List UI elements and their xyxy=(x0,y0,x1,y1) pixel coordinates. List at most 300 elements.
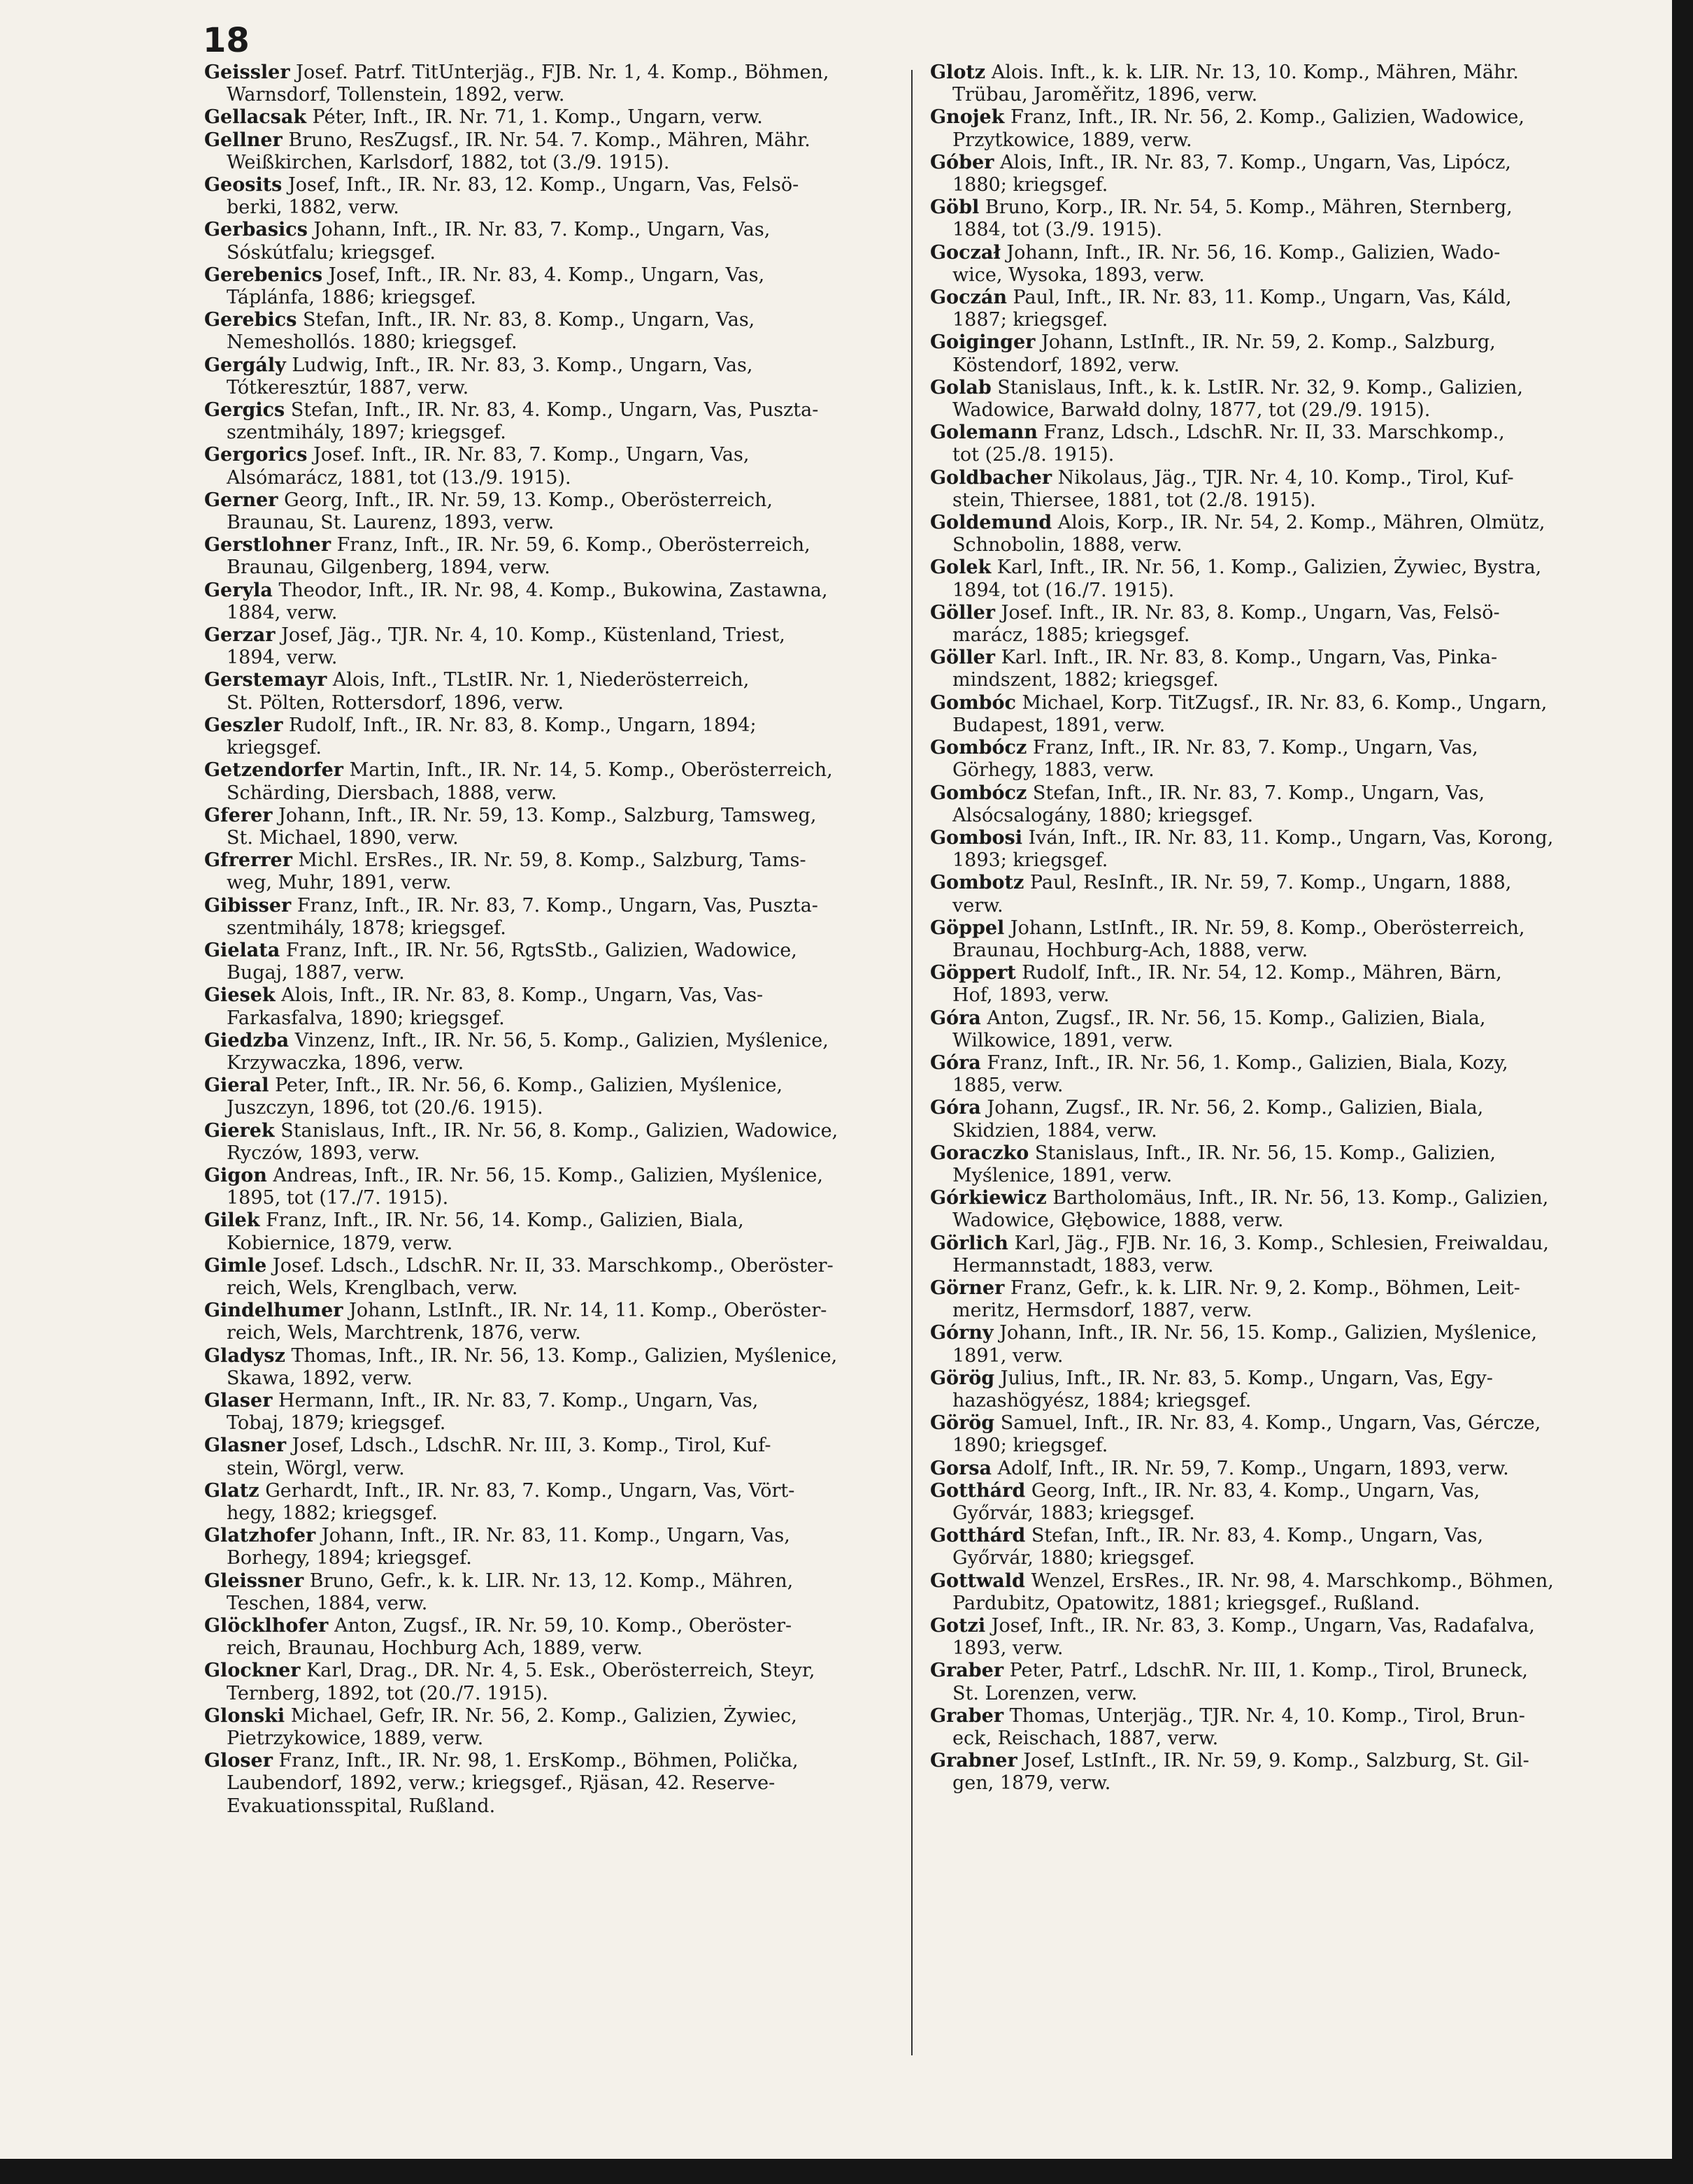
entry-first-line xyxy=(930,1007,1629,1030)
entry-first-line xyxy=(204,759,903,782)
casualty-entry xyxy=(204,264,903,309)
entry-continuation: Ternberg, 1892, tot (20./7. 1915). xyxy=(227,1682,548,1704)
entry-surname: Gerbasics xyxy=(204,219,308,241)
entry-continuation: Wadowice, Głębowice, 1888, verw. xyxy=(952,1209,1284,1232)
entry-surname: Glatzhofer xyxy=(204,1525,316,1547)
entry-first-line xyxy=(204,174,903,196)
entry-first-line xyxy=(204,1165,903,1187)
entry-continuation: marácz, 1885; kriegsgef. xyxy=(952,624,1190,647)
entry-first-line xyxy=(930,1525,1629,1547)
entry-continuation: Wadowice, Barwałd dolny, 1877, tot (29./9. 1915). xyxy=(952,399,1431,422)
entry-continuation: Skawa, 1892, verw. xyxy=(227,1367,413,1389)
casualty-entry xyxy=(930,1412,1629,1457)
entry-continuation: tot (25./8. 1915). xyxy=(952,444,1115,466)
entry-first-line xyxy=(930,1615,1629,1637)
entry-first-line xyxy=(204,399,903,422)
casualty-entry xyxy=(204,1705,903,1750)
entry-surname: Giedzba xyxy=(204,1029,290,1051)
entry-surname: Gibisser xyxy=(204,894,292,917)
casualty-entry xyxy=(930,1615,1629,1660)
entry-details: Thomas, Unterjäg., TJR. Nr. 4, 10. Komp., Tirol, Brun- xyxy=(1003,1704,1525,1727)
entry-continuation: szentmihály, 1897; kriegsgef. xyxy=(227,422,506,444)
entry-first-line xyxy=(930,917,1629,940)
entry-first-line xyxy=(930,647,1629,669)
casualty-entry xyxy=(204,1165,903,1209)
entry-first-line xyxy=(930,1660,1629,1682)
entry-details: Stefan, Inft., IR. Nr. 83, 7. Komp., Ungarn, Vas, xyxy=(1027,782,1485,804)
entry-details: Josef. Inft., IR. Nr. 83, 7. Komp., Ungarn, Vas, xyxy=(307,444,750,466)
casualty-entry xyxy=(930,106,1629,151)
entry-first-line xyxy=(930,1052,1629,1075)
entry-surname: Gigon xyxy=(204,1164,267,1186)
entry-continuation: reich, Wels, Marchtrenk, 1876, verw. xyxy=(227,1322,581,1344)
entry-first-line xyxy=(930,1233,1629,1255)
casualty-entry xyxy=(930,377,1629,422)
casualty-entry xyxy=(204,759,903,804)
casualty-entry xyxy=(930,1052,1629,1097)
entry-continuation: Görhegy, 1883, verw. xyxy=(952,759,1155,782)
entry-continuation: Juszczyn, 1896, tot (20./6. 1915). xyxy=(227,1097,543,1119)
entry-first-line xyxy=(930,512,1629,534)
entry-first-line xyxy=(930,962,1629,984)
column-divider xyxy=(911,70,913,2055)
entry-first-line xyxy=(204,895,903,917)
entry-details: Wenzel, ErsRes., IR. Nr. 98, 4. Marschkomp., Böhmen, xyxy=(1024,1569,1554,1592)
entry-continuation: wice, Wysoka, 1893, verw. xyxy=(952,264,1205,286)
entry-first-line xyxy=(930,827,1629,849)
casualty-entry xyxy=(204,106,903,129)
entry-continuation: Pietrzykowice, 1889, verw. xyxy=(227,1727,484,1750)
casualty-entry xyxy=(204,1300,903,1344)
entry-details: Samuel, Inft., IR. Nr. 83, 4. Komp., Ungarn, Vas, Gércze, xyxy=(994,1412,1541,1435)
casualty-entry xyxy=(930,737,1629,782)
entry-surname: Görög xyxy=(930,1367,995,1389)
entry-first-line xyxy=(930,422,1629,444)
entry-surname: Górny xyxy=(930,1322,994,1344)
entry-continuation: St. Michael, 1890, verw. xyxy=(227,826,459,849)
casualty-entry xyxy=(930,242,1629,287)
entry-surname: Gotthárd xyxy=(930,1525,1026,1547)
entry-continuation: hazashögyész, 1884; kriegsgef. xyxy=(952,1389,1252,1411)
page-number: 18 xyxy=(203,21,250,60)
casualty-entry xyxy=(204,354,903,399)
entry-first-line xyxy=(930,872,1629,894)
entry-continuation: Nemeshollós. 1880; kriegsgef. xyxy=(227,331,517,354)
entry-details: Josef. Inft., IR. Nr. 83, 8. Komp., Ungarn, Vas, Felsö- xyxy=(994,601,1500,624)
entry-surname: Glonski xyxy=(204,1704,285,1727)
entry-continuation: berki, 1882, verw. xyxy=(227,196,399,219)
entry-first-line xyxy=(930,602,1629,624)
entry-details: Rudolf, Inft., IR. Nr. 54, 12. Komp., Mähren, Bärn, xyxy=(1015,962,1502,984)
entry-surname: Gindelhumer xyxy=(204,1300,343,1322)
entry-details: Martin, Inft., IR. Nr. 14, 5. Komp., Oberösterreich, xyxy=(343,759,833,782)
entry-details: Josef, Ldsch., LdschR. Nr. III, 3. Komp., Tirol, Kuf- xyxy=(286,1435,771,1457)
entry-details: Nikolaus, Jäg., TJR. Nr. 4, 10. Komp., Tirol, Kuf- xyxy=(1052,466,1514,489)
casualty-entry xyxy=(930,782,1629,827)
casualty-entry xyxy=(930,1525,1629,1569)
entry-details: Josef, Jäg., TJR. Nr. 4, 10. Komp., Küstenland, Triest, xyxy=(275,624,785,647)
entry-first-line xyxy=(204,1750,903,1772)
entry-continuation: weg, Muhr, 1891, verw. xyxy=(227,872,452,894)
entry-continuation: eck, Reischach, 1887, verw. xyxy=(952,1727,1219,1750)
entry-surname: Góra xyxy=(930,1097,981,1119)
casualty-entry xyxy=(204,1075,903,1119)
entry-first-line xyxy=(930,1570,1629,1593)
entry-continuation: hegy, 1882; kriegsgef. xyxy=(227,1502,438,1524)
entry-details: Alois, Korp., IR. Nr. 54, 2. Komp., Mähren, Olmütz, xyxy=(1052,512,1545,534)
casualty-entry xyxy=(930,872,1629,917)
entry-first-line xyxy=(930,1187,1629,1209)
entry-continuation: Evakuationsspital, Rußland. xyxy=(227,1795,496,1817)
casualty-entry xyxy=(930,1480,1629,1525)
entry-first-line xyxy=(930,1458,1629,1480)
entry-continuation: Braunau, Gilgenberg, 1894, verw. xyxy=(227,556,550,579)
entry-surname: Grabner xyxy=(930,1750,1017,1772)
entry-continuation: reich, Braunau, Hochburg Ach, 1889, verw. xyxy=(227,1637,643,1660)
right-column xyxy=(930,62,1629,1795)
entry-details: Georg, Inft., IR. Nr. 59, 13. Komp., Oberösterreich, xyxy=(278,489,773,511)
entry-continuation: 1890; kriegsgef. xyxy=(952,1435,1108,1457)
entry-continuation: St. Lorenzen, verw. xyxy=(952,1682,1138,1704)
entry-details: Paul, ResInft., IR. Nr. 59, 7. Komp., Ungarn, 1888, xyxy=(1024,872,1512,894)
entry-surname: Göller xyxy=(930,647,995,669)
entry-first-line xyxy=(204,1120,903,1142)
entry-continuation: 1887; kriegsgef. xyxy=(952,309,1108,331)
entry-details: Rudolf, Inft., IR. Nr. 83, 8. Komp., Ungarn, 1894; xyxy=(283,714,757,736)
entry-details: Alois, Inft., IR. Nr. 83, 7. Komp., Ungarn, Vas, Lipócz, xyxy=(994,151,1511,173)
entry-surname: Göbl xyxy=(930,196,980,219)
entry-details: Iván, Inft., IR. Nr. 83, 11. Komp., Ungarn, Vas, Korong, xyxy=(1022,826,1554,849)
casualty-entry xyxy=(930,422,1629,466)
entry-details: Franz, Inft., IR. Nr. 83, 7. Komp., Ungarn, Vas, Puszta- xyxy=(291,894,818,917)
entry-details: Josef, Inft., IR. Nr. 83, 12. Komp., Ungarn, Vas, Felsö- xyxy=(282,174,799,196)
entry-details: Vinzenz, Inft., IR. Nr. 56, 5. Komp., Galizien, Myślenice, xyxy=(289,1029,829,1051)
entry-continuation: Przytkowice, 1889, verw. xyxy=(952,129,1192,151)
entry-continuation: St. Pölten, Rottersdorf, 1896, verw. xyxy=(227,691,564,714)
entry-continuation: Pardubitz, Opatowitz, 1881; kriegsgef., Rußland. xyxy=(952,1592,1420,1614)
entry-first-line xyxy=(204,580,903,602)
entry-details: Michl. ErsRes., IR. Nr. 59, 8. Komp., Salzburg, Tams- xyxy=(292,849,806,872)
entry-surname: Gombotz xyxy=(930,872,1024,894)
entry-surname: Goldemund xyxy=(930,512,1052,534)
entry-first-line xyxy=(204,264,903,287)
entry-first-line xyxy=(204,849,903,872)
entry-continuation: 1884, tot (3./9. 1915). xyxy=(952,219,1162,241)
entry-first-line xyxy=(930,1322,1629,1344)
entry-continuation: mindszent, 1882; kriegsgef. xyxy=(952,669,1219,691)
scan-border-bottom xyxy=(0,2159,1693,2184)
entry-surname: Goraczko xyxy=(930,1142,1029,1164)
entry-surname: Göller xyxy=(930,601,995,624)
entry-first-line xyxy=(204,624,903,647)
entry-details: Johann, Zugsf., IR. Nr. 56, 2. Komp., Galizien, Biala, xyxy=(980,1097,1484,1119)
entry-continuation: 1894, tot (16./7. 1915). xyxy=(952,579,1175,601)
entry-continuation: Alsómarácz, 1881, tot (13./9. 1915). xyxy=(227,466,571,489)
entry-details: Josef, LstInft., IR. Nr. 59, 9. Komp., Salzburg, St. Gil- xyxy=(1017,1750,1529,1772)
entry-details: Karl. Inft., IR. Nr. 83, 8. Komp., Ungarn, Vas, Pinka- xyxy=(994,647,1498,669)
entry-details: Johann, Inft., IR. Nr. 56, 15. Komp., Galizien, Myślenice, xyxy=(993,1322,1538,1344)
entry-details: Theodor, Inft., IR. Nr. 98, 4. Komp., Bukowina, Zastawna, xyxy=(272,579,828,601)
entry-first-line xyxy=(204,1615,903,1637)
entry-surname: Geissler xyxy=(204,62,290,83)
entry-surname: Goczán xyxy=(930,287,1007,309)
casualty-entry xyxy=(204,895,903,940)
entry-continuation: Teschen, 1884, verw. xyxy=(227,1592,428,1614)
entry-surname: Gleissner xyxy=(204,1569,304,1592)
entry-surname: Gerebics xyxy=(204,309,297,331)
casualty-entry xyxy=(204,1525,903,1569)
entry-surname: Gieral xyxy=(204,1075,269,1097)
entry-continuation: stein, Thiersee, 1881, tot (2./8. 1915). xyxy=(952,489,1316,511)
entry-details: Stefan, Inft., IR. Nr. 83, 4. Komp., Ungarn, Vas, xyxy=(1025,1525,1484,1547)
entry-details: Karl, Inft., IR. Nr. 56, 1. Komp., Galizien, Żywiec, Bystra, xyxy=(991,556,1542,579)
entry-first-line xyxy=(930,1705,1629,1727)
casualty-entry xyxy=(930,647,1629,691)
entry-first-line xyxy=(204,1300,903,1322)
entry-first-line xyxy=(930,1277,1629,1300)
entry-continuation: meritz, Hermsdorf, 1887, verw. xyxy=(952,1300,1252,1322)
entry-first-line xyxy=(204,1255,903,1277)
entry-surname: Gorsa xyxy=(930,1457,992,1479)
entry-surname: Giesek xyxy=(204,984,276,1007)
entry-first-line xyxy=(204,1030,903,1052)
entry-continuation: Wilkowice, 1891, verw. xyxy=(952,1029,1173,1051)
entry-continuation: 1885, verw. xyxy=(952,1075,1064,1097)
casualty-entry xyxy=(204,1120,903,1165)
entry-first-line xyxy=(204,669,903,691)
entry-continuation: Krzywaczka, 1896, verw. xyxy=(227,1051,464,1074)
entry-continuation: Hof, 1893, verw. xyxy=(952,984,1110,1007)
entry-first-line xyxy=(930,287,1629,309)
entry-first-line xyxy=(930,331,1629,354)
entry-continuation: Kobiernice, 1879, verw. xyxy=(227,1232,453,1254)
entry-details: Thomas, Inft., IR. Nr. 56, 13. Komp., Galizien, Myślenice, xyxy=(285,1344,838,1367)
casualty-entry xyxy=(204,489,903,534)
entry-details: Franz, Inft., IR. Nr. 56, 14. Komp., Galizien, Biala, xyxy=(259,1209,744,1232)
scan-border-right xyxy=(1672,0,1693,2184)
entry-details: Alois, Inft., TLstIR. Nr. 1, Niederösterreich, xyxy=(327,669,750,691)
entry-first-line xyxy=(204,354,903,377)
casualty-entry xyxy=(204,309,903,354)
entry-surname: Gerebenics xyxy=(204,264,323,286)
entry-first-line xyxy=(930,377,1629,399)
entry-continuation: 1880; kriegsgef. xyxy=(952,174,1108,196)
entry-surname: Gotthárd xyxy=(930,1479,1026,1502)
entry-details: Franz, Inft., IR. Nr. 56, RgtsStb., Galizien, Wadowice, xyxy=(280,939,797,961)
entry-details: Michael, Gefr, IR. Nr. 56, 2. Komp., Galizien, Żywiec, xyxy=(285,1704,797,1727)
entry-details: Bruno, ResZugsf., IR. Nr. 54. 7. Komp., Mähren, Mähr. xyxy=(282,129,810,151)
entry-first-line xyxy=(204,1705,903,1727)
casualty-entry xyxy=(204,1345,903,1390)
entry-details: Johann, LstInft., IR. Nr. 14, 11. Komp., Oberöster- xyxy=(343,1300,827,1322)
entry-surname: Góber xyxy=(930,151,994,173)
entry-continuation: Skidzien, 1884, verw. xyxy=(952,1119,1157,1142)
entry-details: Stanislaus, Inft., IR. Nr. 56, 8. Komp., Galizien, Wadowice, xyxy=(274,1119,838,1142)
casualty-entry xyxy=(204,534,903,579)
entry-details: Franz, Inft., IR. Nr. 56, 1. Komp., Galizien, Biala, Kozy, xyxy=(980,1051,1508,1074)
entry-details: Josef. Patrf. TitUnterjäg., FJB. Nr. 1, 4. Komp., Böhmen, xyxy=(290,62,829,83)
entry-continuation: 1895, tot (17./7. 1915). xyxy=(227,1187,449,1209)
casualty-entry xyxy=(204,805,903,849)
casualty-entry xyxy=(204,940,903,984)
casualty-entry xyxy=(930,287,1629,331)
entry-details: Adolf, Inft., IR. Nr. 59, 7. Komp., Ungarn, 1893, verw. xyxy=(992,1457,1509,1479)
entry-first-line xyxy=(930,1750,1629,1772)
entry-details: Peter, Patrf., LdschR. Nr. III, 1. Komp., Tirol, Bruneck, xyxy=(1003,1660,1528,1682)
entry-continuation: verw. xyxy=(952,894,1003,917)
entry-surname: Goldbacher xyxy=(930,466,1052,489)
entry-continuation: Weißkirchen, Karlsdorf, 1882, tot (3./9. 1915). xyxy=(227,151,670,173)
entry-continuation: Tobaj, 1879; kriegsgef. xyxy=(227,1412,446,1435)
casualty-entry xyxy=(930,62,1629,106)
entry-surname: Gfrerrer xyxy=(204,849,292,872)
casualty-entry xyxy=(930,152,1629,196)
entry-continuation: Schnobolin, 1888, verw. xyxy=(952,534,1183,556)
casualty-entry xyxy=(204,444,903,489)
entry-first-line xyxy=(930,1412,1629,1435)
entry-surname: Gotzi xyxy=(930,1615,986,1637)
casualty-entry xyxy=(204,984,903,1029)
entry-surname: Getzendorfer xyxy=(204,759,343,782)
entry-first-line xyxy=(204,106,903,129)
entry-details: Julius, Inft., IR. Nr. 83, 5. Komp., Ungarn, Vas, Egy- xyxy=(994,1367,1493,1389)
entry-first-line xyxy=(204,219,903,241)
entry-first-line xyxy=(204,534,903,556)
casualty-entry xyxy=(204,1615,903,1660)
entry-continuation: kriegsgef. xyxy=(227,737,322,759)
casualty-entry xyxy=(930,1458,1629,1480)
entry-surname: Gerzar xyxy=(204,624,276,647)
entry-continuation: Warnsdorf, Tollenstein, 1892, verw. xyxy=(227,84,565,106)
casualty-entry xyxy=(930,1750,1629,1795)
entry-first-line xyxy=(930,556,1629,579)
entry-surname: Gombócz xyxy=(930,737,1027,759)
casualty-entry xyxy=(204,1209,903,1254)
entry-details: Franz, Inft., IR. Nr. 56, 2. Komp., Galizien, Wadowice, xyxy=(1004,106,1524,129)
entry-first-line xyxy=(204,984,903,1007)
entry-first-line xyxy=(204,1075,903,1097)
casualty-entry xyxy=(204,129,903,174)
entry-continuation: Borhegy, 1894; kriegsgef. xyxy=(227,1547,472,1569)
entry-surname: Goczał xyxy=(930,241,1001,264)
entry-surname: Góra xyxy=(930,1051,981,1074)
casualty-entry xyxy=(930,1705,1629,1750)
casualty-entry xyxy=(204,62,903,106)
entry-first-line xyxy=(930,1480,1629,1502)
entry-details: Josef. Ldsch., LdschR. Nr. II, 33. Marschkomp., Oberöster- xyxy=(266,1254,834,1277)
entry-surname: Graber xyxy=(930,1660,1004,1682)
entry-surname: Gilek xyxy=(204,1209,260,1232)
entry-details: Georg, Inft., IR. Nr. 83, 4. Komp., Ungarn, Vas, xyxy=(1025,1479,1480,1502)
casualty-entry xyxy=(204,1390,903,1435)
entry-surname: Gergics xyxy=(204,399,285,422)
entry-continuation: Győrvár, 1883; kriegsgef. xyxy=(952,1502,1195,1524)
entry-continuation: reich, Wels, Krenglbach, verw. xyxy=(227,1277,518,1299)
entry-continuation: Bugaj, 1887, verw. xyxy=(227,962,405,984)
entry-details: Franz, Inft., IR. Nr. 83, 7. Komp., Ungarn, Vas, xyxy=(1027,737,1478,759)
entry-continuation: Tótkeresztúr, 1887, verw. xyxy=(227,376,469,398)
entry-first-line xyxy=(204,1570,903,1593)
casualty-entry xyxy=(930,1097,1629,1142)
entry-continuation: stein, Wörgl, verw. xyxy=(227,1457,405,1479)
entry-surname: Geryla xyxy=(204,579,273,601)
entry-first-line xyxy=(930,782,1629,805)
entry-details: Gerhardt, Inft., IR. Nr. 83, 7. Komp., Ungarn, Vas, Vört- xyxy=(259,1479,795,1502)
entry-surname: Golek xyxy=(930,556,992,579)
entry-surname: Gergály xyxy=(204,354,286,376)
entry-continuation: 1894, verw. xyxy=(227,647,338,669)
entry-first-line xyxy=(930,467,1629,489)
entry-surname: Göppel xyxy=(930,917,1005,939)
entry-first-line xyxy=(204,805,903,827)
entry-details: Josef, Inft., IR. Nr. 83, 4. Komp., Ungarn, Vas, xyxy=(322,264,765,286)
entry-continuation: Ryczów, 1893, verw. xyxy=(227,1142,420,1164)
entry-details: Alois. Inft., k. k. LIR. Nr. 13, 10. Komp., Mähren, Mähr. xyxy=(985,62,1519,83)
entry-first-line xyxy=(930,1097,1629,1119)
entry-surname: Gottwald xyxy=(930,1569,1025,1592)
casualty-entry xyxy=(930,556,1629,601)
casualty-entry xyxy=(204,1435,903,1479)
entry-surname: Golemann xyxy=(930,422,1038,444)
entry-surname: Gerner xyxy=(204,489,278,511)
casualty-entry xyxy=(930,1660,1629,1704)
casualty-entry xyxy=(204,1660,903,1704)
casualty-entry xyxy=(930,1233,1629,1277)
entry-surname: Gerstlohner xyxy=(204,534,331,556)
entry-first-line xyxy=(204,1345,903,1367)
entry-continuation: Schärding, Diersbach, 1888, verw. xyxy=(227,782,557,804)
entry-surname: Góra xyxy=(930,1007,981,1029)
entry-first-line xyxy=(930,196,1629,219)
casualty-entry xyxy=(930,692,1629,737)
casualty-entry xyxy=(930,1570,1629,1615)
entry-details: Bruno, Korp., IR. Nr. 54, 5. Komp., Mähren, Sternberg, xyxy=(979,196,1513,219)
entry-continuation: szentmihály, 1878; kriegsgef. xyxy=(227,917,506,939)
entry-first-line xyxy=(930,692,1629,714)
entry-continuation: Braunau, St. Laurenz, 1893, verw. xyxy=(227,512,555,534)
entry-first-line xyxy=(930,62,1629,84)
casualty-entry xyxy=(204,849,903,894)
entry-surname: Göppert xyxy=(930,962,1016,984)
entry-continuation: 1884, verw. xyxy=(227,601,338,624)
entry-surname: Gielata xyxy=(204,939,280,961)
entry-surname: Gladysz xyxy=(204,1344,285,1367)
entry-surname: Gombócz xyxy=(930,782,1027,804)
entry-details: Andreas, Inft., IR. Nr. 56, 15. Komp., Galizien, Myślenice, xyxy=(266,1164,823,1186)
entry-continuation: Trübau, Jaroměřitz, 1896, verw. xyxy=(952,84,1258,106)
casualty-entry xyxy=(930,467,1629,512)
entry-details: Johann, LstInft., IR. Nr. 59, 8. Komp., Oberösterreich, xyxy=(1004,917,1525,939)
entry-details: Hermann, Inft., IR. Nr. 83, 7. Komp., Ungarn, Vas, xyxy=(272,1389,759,1411)
entry-details: Franz, Gefr., k. k. LIR. Nr. 9, 2. Komp., Böhmen, Leit- xyxy=(1004,1277,1520,1299)
casualty-entry xyxy=(930,962,1629,1007)
entry-continuation: Hermannstadt, 1883, verw. xyxy=(952,1254,1214,1277)
entry-details: Stanislaus, Inft., IR. Nr. 56, 15. Komp., Galizien, xyxy=(1029,1142,1496,1164)
entry-details: Franz, Ldsch., LdschR. Nr. II, 33. Marschkomp., xyxy=(1037,422,1505,444)
casualty-entry xyxy=(930,1142,1629,1187)
entry-first-line xyxy=(930,152,1629,174)
entry-first-line xyxy=(204,714,903,737)
entry-surname: Görög xyxy=(930,1412,995,1435)
casualty-entry xyxy=(930,1367,1629,1412)
entry-first-line xyxy=(204,309,903,331)
entry-surname: Gombosi xyxy=(930,826,1022,849)
entry-surname: Graber xyxy=(930,1704,1004,1727)
entry-continuation: 1893; kriegsgef. xyxy=(952,849,1108,872)
casualty-entry xyxy=(204,219,903,264)
entry-surname: Gellner xyxy=(204,129,283,151)
entry-details: Michael, Korp. TitZugsf., IR. Nr. 83, 6. Komp., Ungarn, xyxy=(1015,691,1548,714)
